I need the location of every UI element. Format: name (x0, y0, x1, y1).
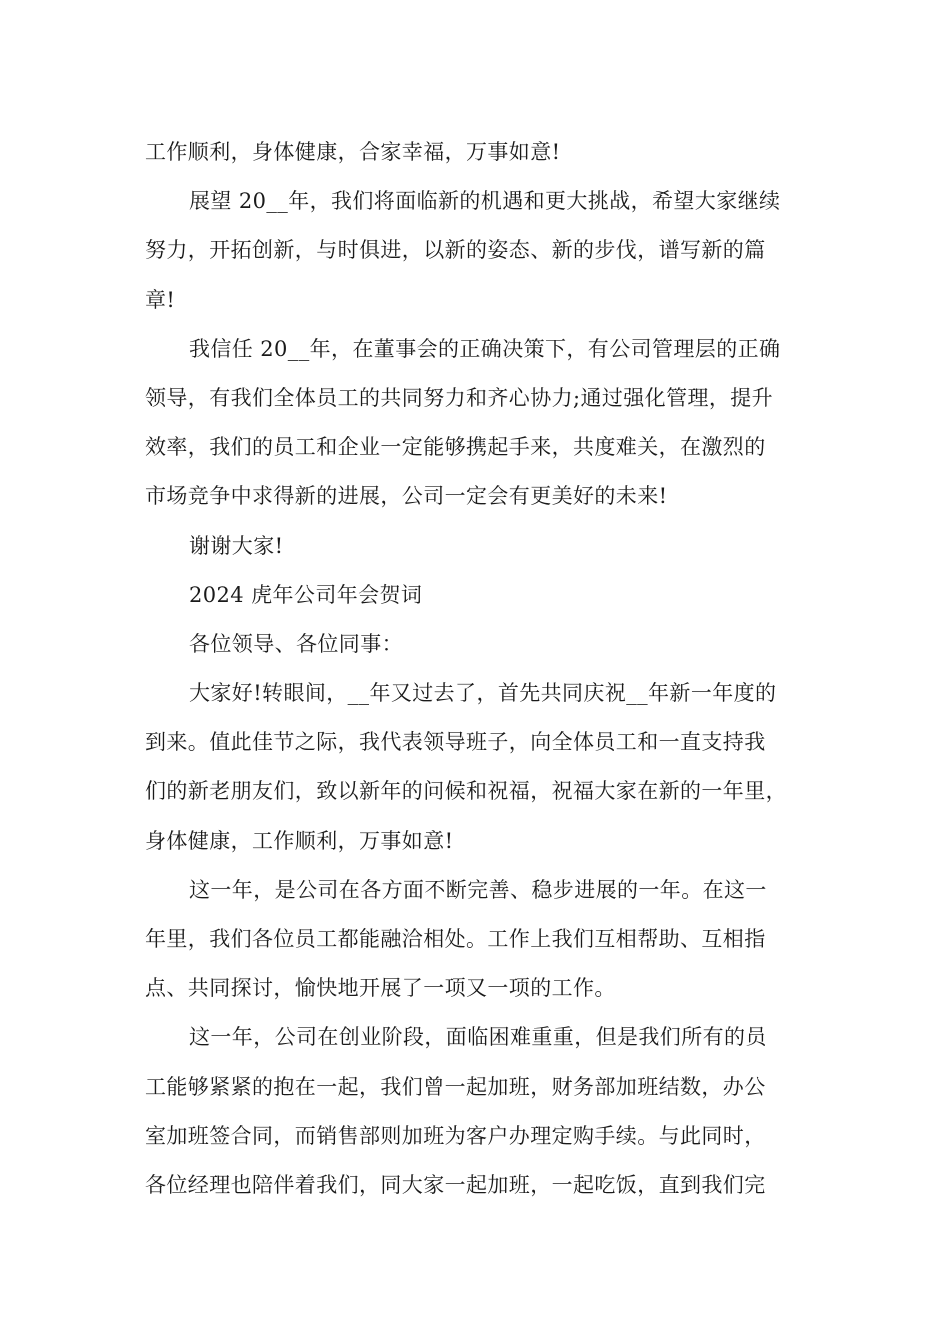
text-line-12: 大家好!转眼间，__年又过去了，首先共同庆祝__年新一年度的 (189, 681, 777, 706)
text-line-9: 谢谢大家! (189, 533, 284, 558)
text-line-13: 到来。值此佳节之际，我代表领导班子，向全体员工和一直支持我 (145, 730, 766, 755)
text-line-15: 身体健康，工作顺利，万事如意! (145, 828, 454, 853)
text-line-19: 这一年，公司在创业阶段，面临困难重重，但是我们所有的员 (189, 1025, 767, 1050)
text-line-1: 工作顺利，身体健康，合家幸福，万事如意! (145, 140, 561, 164)
text-line-16: 这一年，是公司在各方面不断完善、稳步进展的一年。在这一 (189, 877, 767, 902)
text-line-2: 展望 20__年，我们将面临新的机遇和更大挑战，希望大家继续 (189, 189, 781, 214)
text-line-22: 各位经理也陪伴着我们，同大家一起加班，一起吃饭，直到我们完 (145, 1172, 766, 1197)
text-line-18: 点、共同探讨，愉快地开展了一项又一项的工作。 (145, 976, 616, 1001)
text-line-4: 章! (145, 287, 176, 312)
text-line-8: 市场竞争中求得新的进展，公司一定会有更美好的未来! (145, 484, 668, 509)
text-line-6: 领导，有我们全体员工的共同努力和齐心协力;通过强化管理，提升 (145, 385, 774, 410)
section-heading: 2024 虎年公司年会贺词 (189, 582, 423, 607)
text-line-14: 们的新老朋友们，致以新年的问候和祝福，祝福大家在新的一年里， (145, 779, 787, 804)
text-line-21: 室加班签合同，而销售部则加班为客户办理定购手续。与此同时， (145, 1123, 766, 1148)
document-body (145, 128, 815, 1210)
text-line-17: 年里，我们各位员工都能融洽相处。工作上我们互相帮助、互相指 (145, 927, 766, 951)
text-line-3: 努力，开拓创新，与时俱进，以新的姿态、新的步伐，谱写新的篇 (145, 238, 766, 263)
text-line-7: 效率，我们的员工和企业一定能够携起手来，共度难关，在激烈的 (145, 435, 766, 460)
text-line-20: 工能够紧紧的抱在一起，我们曾一起加班，财务部加班结数，办公 (145, 1074, 766, 1099)
text-line-5: 我信任 20__年，在董事会的正确决策下，有公司管理层的正确 (189, 336, 781, 361)
salutation: 各位领导、各位同事： (189, 631, 403, 656)
